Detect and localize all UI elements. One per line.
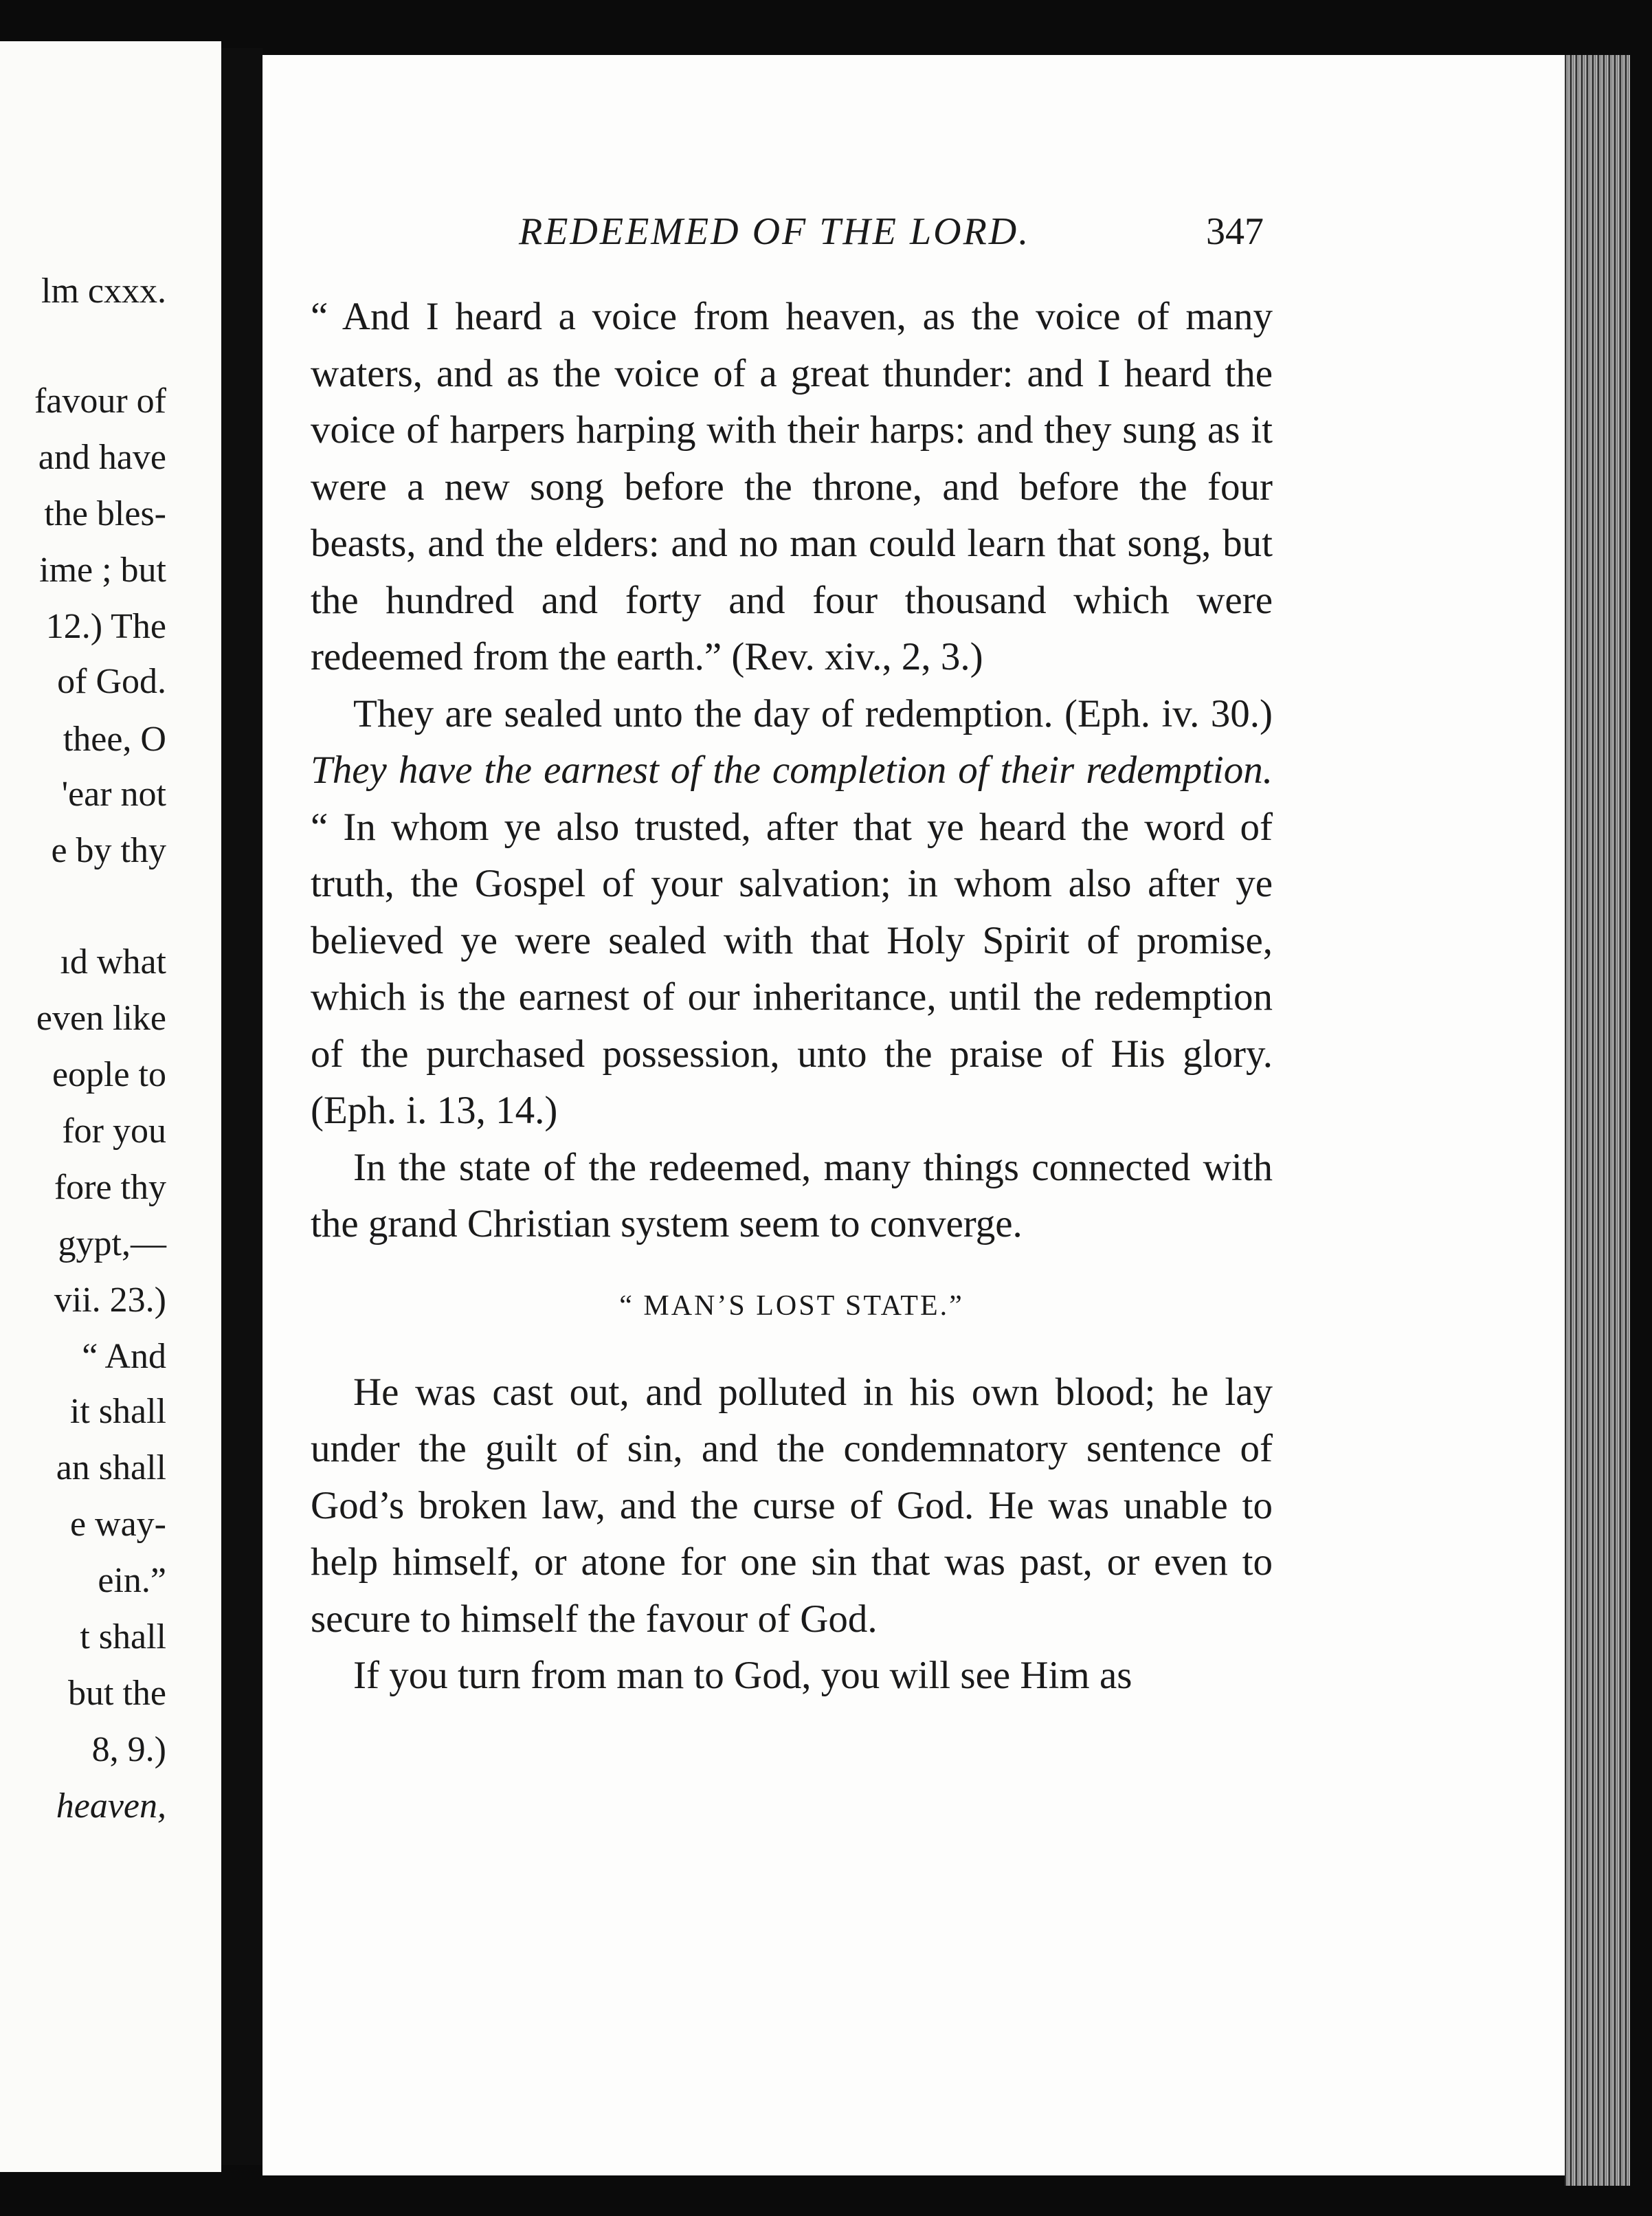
facing-page-line: for you: [62, 1111, 166, 1151]
facing-page-line: favour of: [34, 381, 166, 421]
facing-page-line: vii. 23.): [54, 1281, 166, 1320]
facing-page-line: even like: [36, 999, 166, 1038]
facing-page-line: of God.: [57, 662, 166, 701]
paragraph-sealed: [311, 686, 1273, 1140]
paragraph-sealed-italic: They have the earnest of the completion of their redemption.: [311, 749, 1273, 792]
running-head: REDEEMED OF THE LORD.: [519, 210, 1031, 253]
facing-page-line: 'ear not: [61, 775, 166, 814]
facing-page-line: gypt,—: [58, 1224, 166, 1263]
facing-page-line: e by thy: [51, 831, 166, 870]
facing-page-line: an shall: [56, 1448, 166, 1487]
facing-page-line: it shall: [69, 1392, 166, 1431]
facing-page-line: and have: [38, 438, 166, 477]
paragraph-state-of-redeemed: In the state of the redeemed, many things connected with the grand Christian system seem to converge.: [311, 1145, 1273, 1245]
paragraph-turn-to-god: If you turn from man to God, you will see Him as: [353, 1654, 1132, 1697]
facing-page-line: “ And: [82, 1337, 166, 1376]
facing-page-line: ein.”: [98, 1561, 166, 1600]
facing-page-line: t shall: [80, 1617, 166, 1657]
paragraph-sealed-text-b: “ In whom ye also trusted, after that ye heard the word of truth, the Gospel of your salvation; in whom also after ye believed ye were sealed with that Holy Spirit of promise, which is the earnest of our inheritance, until the redemption of the purchased possession, unto the praise of His glory. (Eph. i. 13, 14.): [311, 805, 1273, 1132]
facing-page-line: heaven,: [56, 1786, 166, 1826]
facing-page-line: lm cxxx.: [41, 272, 166, 311]
book-gutter: [221, 48, 263, 2165]
section-heading: “ MAN’S LOST STATE.”: [619, 1289, 964, 1322]
facing-page-line: e way-: [69, 1505, 166, 1544]
facing-page-line: eople to: [52, 1055, 166, 1094]
facing-page: [0, 41, 221, 2172]
paragraph-lost-state: He was cast out, and polluted in his own blood; he lay under the guilt of sin, and the condemnatory sentence of God’s broken law, and the curse of God. He was unable to help himself, or atone for one sin that was past, or even to secure to himself the favour of God.: [311, 1370, 1273, 1641]
body-text: [311, 289, 1273, 1705]
facing-page-line: ıd what: [60, 942, 166, 982]
facing-page-line: ime ; but: [39, 551, 166, 590]
paragraph-quote-revelation: “ And I heard a voice from heaven, as the voice of many waters, and as the voice of a great thunder: and I heard the voice of harpers harping with their harps: and they sung as it were a new song before the throne, and before the four beasts, and the elders: and no man could learn that song, but the hundred and forty and four thousand which were redeemed from the earth.” (Rev. xiv., 2, 3.): [311, 295, 1273, 678]
page-number: 347: [1206, 210, 1264, 253]
facing-page-line: thee, O: [63, 720, 166, 759]
facing-page-line: fore thy: [54, 1168, 166, 1207]
page-edges: [1565, 55, 1630, 2186]
paragraph-sealed-text-a: They are sealed unto the day of redemption. (Eph. iv. 30.): [353, 691, 1273, 735]
facing-page-line: 12.) The: [45, 607, 166, 646]
facing-page-line: the bles-: [44, 494, 166, 533]
facing-page-line: 8, 9.): [91, 1730, 166, 1769]
facing-page-line: but the: [68, 1674, 166, 1713]
